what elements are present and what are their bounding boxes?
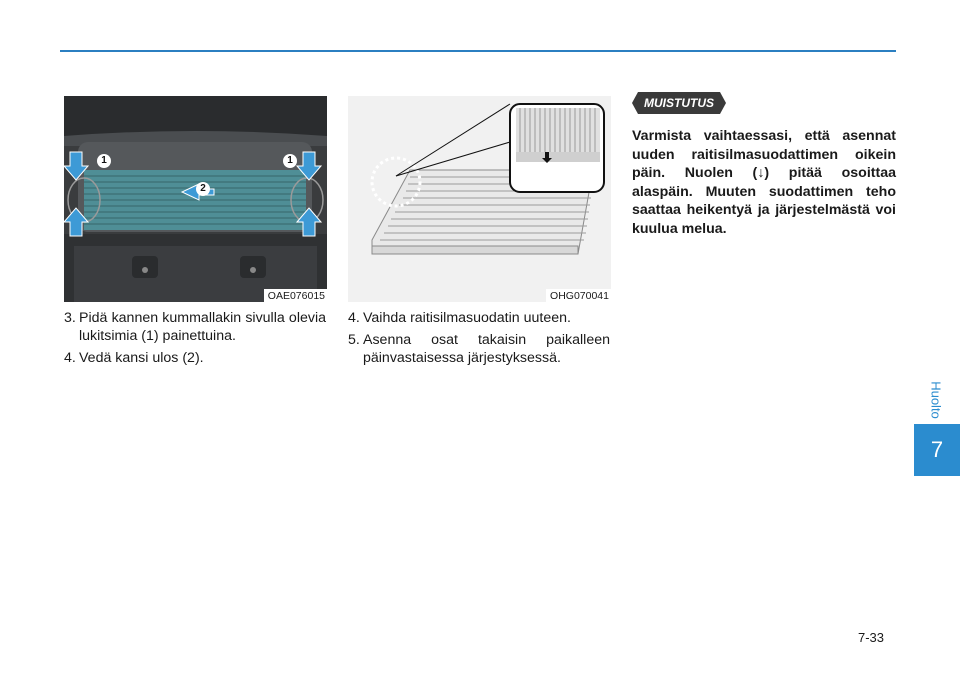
filter-housing-illustration <box>64 96 327 302</box>
step-item <box>64 349 326 367</box>
figure-filter-housing <box>64 96 327 302</box>
callout-1-left: 1 <box>97 154 111 168</box>
callout-2: 2 <box>196 182 210 196</box>
step-number: 4. <box>348 310 360 326</box>
step-number: 3. <box>64 310 76 326</box>
top-rule <box>60 50 896 52</box>
step-text: Asenna osat takaisin paikalleen päinvastaisessa järjestyksessä. <box>363 332 610 366</box>
step-item <box>348 331 610 367</box>
chapter-number: 7 <box>930 437 944 462</box>
step-text: Vaihda raitisilmasuodatin uuteen. <box>363 310 571 326</box>
chapter-tab <box>914 424 960 476</box>
step-number: 4. <box>64 350 76 366</box>
step-item <box>348 309 610 327</box>
notice-text: Varmista vaihtaessasi, että asennat uuden raitisilmasuodattimen oikein päin. Nuolen (↓) pitää osoittaa alaspäin. Muuten suodattimen teho saattaa heikentyä ja järjestelmästä voi kuulua melua. <box>632 128 896 237</box>
section-label-text: Huolto <box>928 381 944 419</box>
step-text: Pidä kannen kummallakin sivulla olevia lukitsimia (1) painettuina. <box>79 310 326 344</box>
notice-badge <box>632 92 726 114</box>
step-item <box>64 309 326 345</box>
callout-1-right: 1 <box>283 154 297 168</box>
step-text: Vedä kansi ulos (2). <box>79 350 204 366</box>
page-number: 7-33 <box>858 630 885 645</box>
steps-column-1 <box>64 309 326 371</box>
air-filter-illustration <box>348 96 611 302</box>
figure-air-filter <box>348 96 611 302</box>
section-label <box>928 380 944 420</box>
figure-code: OHG070041 <box>546 289 611 302</box>
figure-code: OAE076015 <box>264 289 327 302</box>
steps-column-2 <box>348 309 610 371</box>
notice-badge-label: MUISTUTUS <box>644 96 714 110</box>
step-number: 5. <box>348 332 360 348</box>
